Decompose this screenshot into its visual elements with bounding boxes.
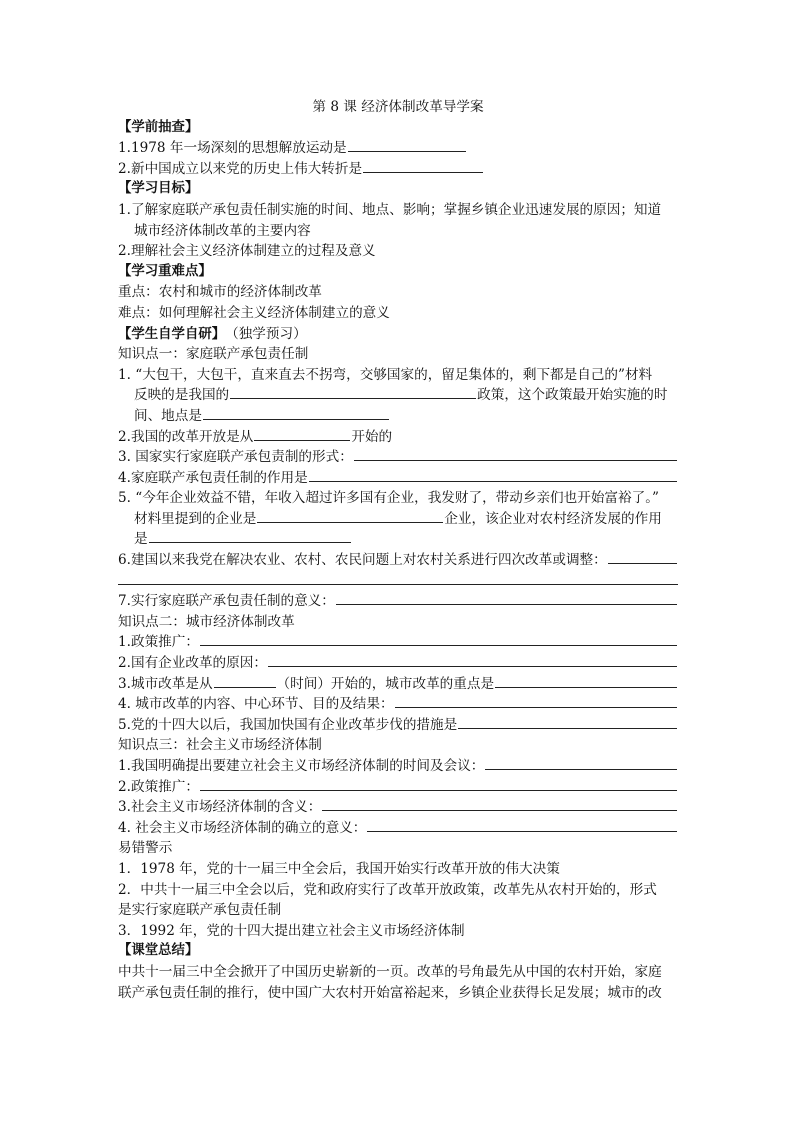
warning-2: 2．中共十一届三中全会以后，党和政府实行了改革开放政策，改革先从农村开始的，形式 [118,881,657,898]
question-text: 7.实行家庭联产承包责任制的意义： [118,593,335,610]
goal-1-continued: 城市经济体制改革的主要内容 [134,222,311,239]
knowledge-point-2-title: 知识点二：城市经济体制改革 [118,613,295,630]
goal-1: 1.了解家庭联产承包责任制实施的时间、地点、影响；掌握乡镇企业迅速发展的原因；知道 [118,201,662,218]
preview-question-1 [118,138,678,159]
k3-question-4 [118,818,678,839]
answer-blank[interactable] [363,159,483,173]
k2-question-1 [118,632,678,653]
question-text: 6.建国以来我党在解决农业、农村、农民问题上对农村关系进行四次改革或调整： [118,552,607,569]
answer-blank[interactable] [485,756,677,770]
selfstudy-heading-note: （独学预习） [225,325,307,342]
question-text: 2.国有企业改革的原因： [118,655,267,672]
section-selfstudy-heading [118,324,678,345]
answer-blank[interactable] [348,138,466,152]
k1-question-2 [118,427,678,448]
worksheet [118,97,678,1003]
question-text: 2.新中国成立以来党的历史上伟大转折是 [118,160,363,177]
k2-question-5 [118,715,678,736]
answer-blank[interactable] [354,447,677,461]
summary-line-1: 中共十一届三中全会掀开了中国历史崭新的一页。改革的号角最先从中国的农村开始，家庭 [118,963,662,980]
question-text: 开始的 [351,428,393,445]
section-keypoints-heading: 【学习重难点】 [118,263,212,279]
difficult-point: 难点：如何理解社会主义经济体制建立的意义 [118,304,390,321]
question-text: 间、地点是 [134,407,202,424]
key-point: 重点：农村和城市的经济体制改革 [118,284,322,301]
preview-question-2 [118,159,678,180]
answer-blank[interactable] [230,385,476,399]
question-text: 1.我国明确提出要建立社会主义市场经济体制的时间及会议： [118,758,485,774]
answer-blank[interactable] [149,529,351,543]
answer-blank[interactable] [336,591,677,605]
k3-question-2 [118,777,678,798]
question-text: 企业，该企业对农村经济发展的作用 [444,510,662,527]
k1-question-5: 5. “今年企业效益不错，年收入超过许多国有企业，我发财了，带动乡亲们也开始富裕了。” [118,490,659,507]
k1-question-5-continued-2 [118,529,678,550]
knowledge-point-1-title: 知识点一：家庭联产承包责任制 [118,346,309,363]
answer-blank[interactable] [268,653,677,667]
k1-question-1: 1. “大包干，大包干，直来直去不拐弯，交够国家的，留足集体的，剩下都是自己的”材料 [118,366,653,383]
section-summary-heading: 【课堂总结】 [118,943,199,959]
answer-blank[interactable] [458,715,677,729]
section-preview-heading: 【学前抽查】 [118,119,199,135]
goal-2: 2.理解社会主义经济体制建立的过程及意义 [118,243,376,260]
k1-question-1-continued-2 [118,406,678,427]
k1-question-4 [118,468,678,489]
knowledge-point-3-title: 知识点三：社会主义市场经济体制 [118,737,322,754]
answer-blank[interactable] [200,632,677,646]
question-text: 1.政策推广： [118,634,199,651]
question-text: 4. 社会主义市场经济体制的确立的意义： [118,819,367,836]
question-text: 4. 城市改革的内容、中心环节、目的及结果： [118,696,394,713]
question-text: 3. 国家实行家庭联产承包责制的形式： [118,449,353,466]
question-text: 5.党的十四大以后，我国加快国有企业改革步伐的措施是 [118,716,458,733]
k1-question-5-continued [118,509,678,530]
k1-question-1-continued [118,385,678,406]
answer-blank[interactable] [254,427,350,441]
warning-3: 3．1992 年，党的十四大提出建立社会主义市场经济体制 [118,922,465,939]
answer-blank[interactable] [395,694,677,708]
k1-question-6 [118,550,678,571]
k1-question-3 [118,447,678,468]
warning-2-continued: 是实行家庭联产承包责任制 [118,902,282,919]
answer-blank[interactable] [367,818,677,832]
question-text: 2.政策推广： [118,778,199,795]
answer-blank[interactable] [118,571,678,585]
question-text: 反映的是我国的 [134,387,230,404]
answer-blank[interactable] [257,509,443,523]
question-text: 3.社会主义市场经济体制的含义： [118,799,322,816]
answer-blank[interactable] [309,468,677,482]
warning-1: 1．1978 年，党的十一届三中全会后，我国开始实行改革开放的伟大决策 [118,860,560,877]
answer-blank[interactable] [322,797,677,811]
question-text: 是 [134,531,148,548]
question-text: 政策，这个政策最开始实施的时 [477,387,668,404]
question-text: （时间）开始的，城市改革的重点是 [276,675,495,692]
k2-question-3 [118,674,678,695]
answer-blank[interactable] [214,674,276,688]
answer-blank[interactable] [203,406,389,420]
k3-question-3 [118,797,678,818]
answer-blank[interactable] [608,550,677,564]
k2-question-4 [118,694,678,715]
section-goals-heading: 【学习目标】 [118,181,199,197]
summary-line-2: 联产承包责任制的推行，使中国广大农村开始富裕起来，乡镇企业获得长足发展；城市的改 [118,984,662,1001]
selfstudy-heading-text: 【学生自学自研】 [118,326,226,342]
question-text: 3.城市改革是从 [118,675,213,692]
question-text: 1.1978 年一场深刻的思想解放运动是 [118,140,347,157]
page-title: 第 8 课 经济体制改革导学案 [312,99,484,115]
answer-blank[interactable] [495,674,677,688]
question-text: 4.家庭联产承包责任制的作用是 [118,469,308,486]
k1-question-7 [118,591,678,612]
k2-question-2 [118,653,678,674]
k3-question-1 [118,756,678,777]
answer-blank[interactable] [200,777,677,791]
section-warnings-heading: 易错警示 [118,840,173,857]
k1-question-6-extra-line [118,571,678,592]
question-text: 材料里提到的企业是 [134,510,257,527]
question-text: 2.我国的改革开放是从 [118,428,254,445]
